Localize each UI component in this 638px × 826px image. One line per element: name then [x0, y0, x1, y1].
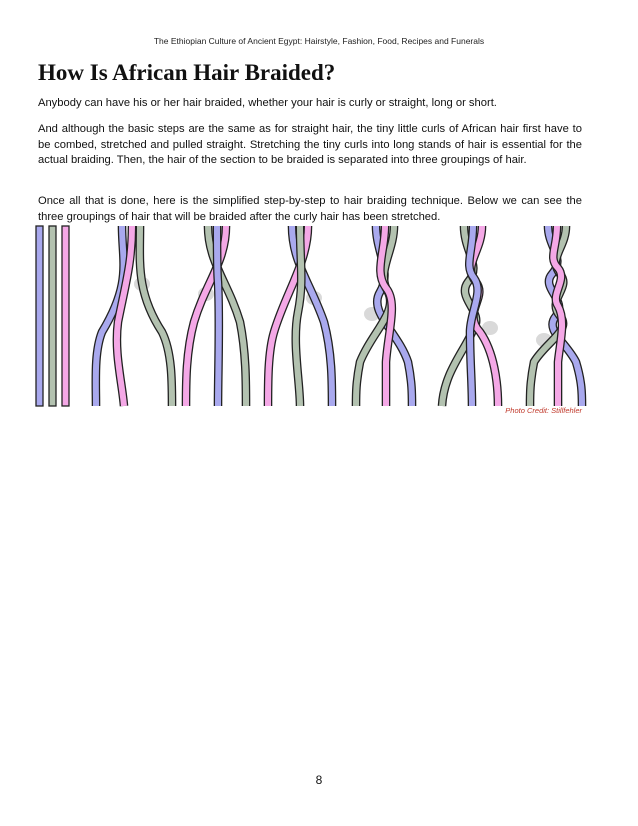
braid-step-1: [36, 226, 69, 406]
paragraph-technique: Once all that is done, here is the simplified step-by-step to hair braiding technique. Below we can see the three groupings of hair that will be braided after the curly hair has been stretched.: [38, 195, 582, 223]
braid-step-2: [96, 226, 172, 406]
page-number: 8: [315, 773, 323, 787]
braid-step-4: [268, 226, 332, 406]
running-header: The Ethiopian Culture of Ancient Egypt: Hairstyle, Fashion, Food, Recipes and Funerals: [153, 36, 485, 46]
braid-step-5: [356, 226, 412, 406]
photo-credit: Photo Credit: Stillfehler: [505, 406, 582, 415]
paragraph-preparation: And although the basic steps are the same as for straight hair, the tiny little curls of African hair first have to be combed, stretched and pulled straight. Stretching the tiny curls into long stands of hair is essential for the actual braiding. Then, the hair of the section to be braided is separated into three groupings of hair.: [38, 123, 582, 166]
braid-step-6: [442, 226, 498, 406]
braid-steps-illustration: [30, 222, 590, 412]
paragraph-intro: Anybody can have his or her hair braided, whether your hair is curly or straight, long or short.: [38, 97, 497, 109]
page-title: How Is African Hair Braided?: [38, 60, 336, 85]
braid-step-7: [530, 226, 582, 406]
braid-step-3: [186, 226, 246, 406]
